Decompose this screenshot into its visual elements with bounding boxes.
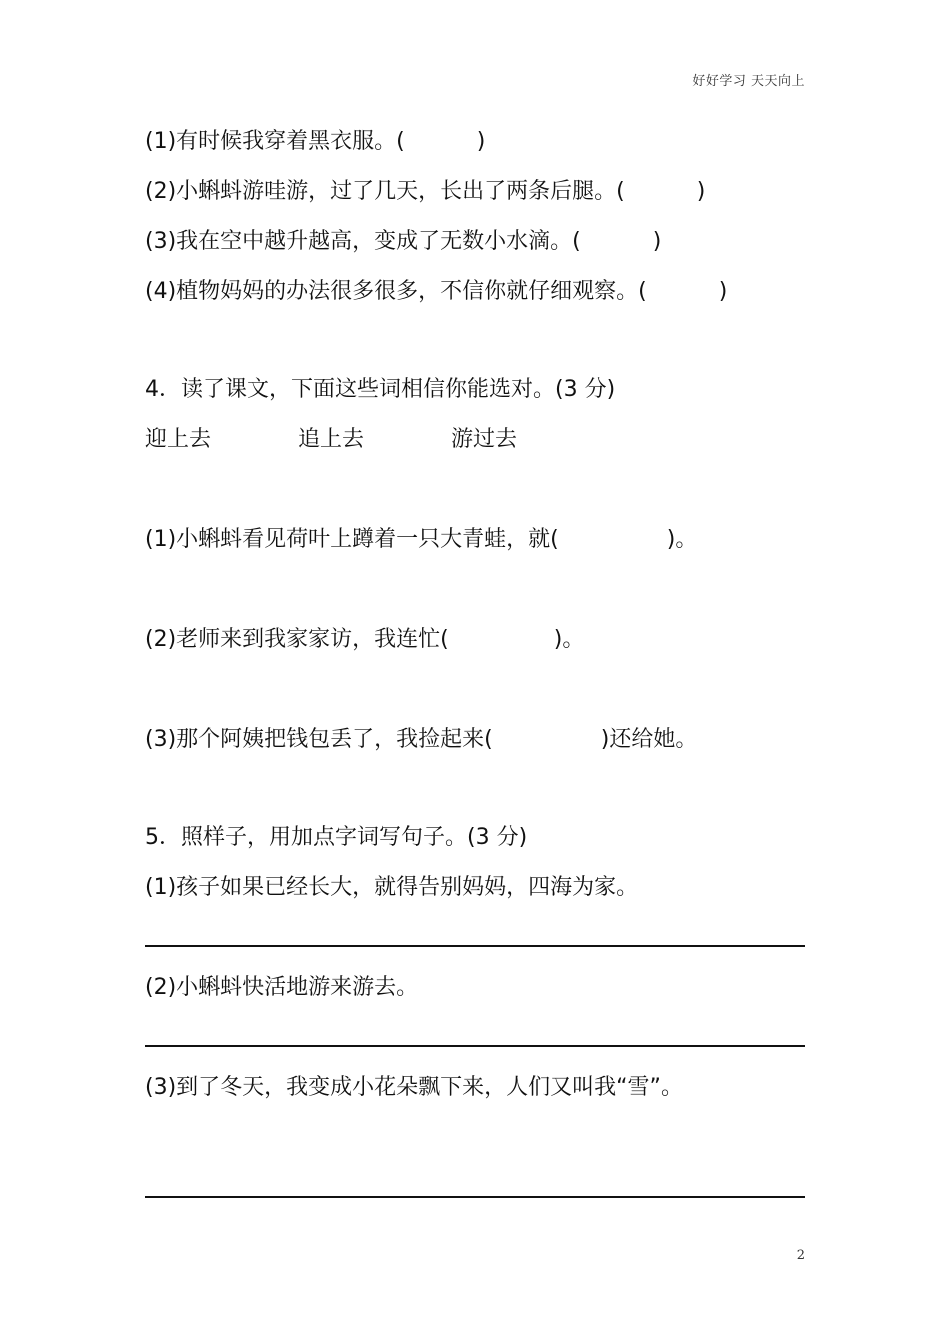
q3-item-1-text: (1)有时候我穿着黑衣服。( bbox=[145, 129, 405, 154]
q4-item-1-close: )。 bbox=[666, 527, 698, 552]
q3-item-3 bbox=[145, 228, 661, 256]
q4-item-2-text: (2)老师来到我家家访，我连忙( bbox=[145, 627, 449, 652]
q4-item-2-close: )。 bbox=[553, 627, 585, 652]
q4-word-2: 追上去 bbox=[298, 427, 365, 452]
q5-answer-line-2[interactable] bbox=[145, 1045, 805, 1047]
q3-item-2-close: ) bbox=[696, 179, 706, 204]
q4-word-1: 迎上去 bbox=[145, 427, 212, 452]
q3-item-4-text: (4)植物妈妈的办法很多很多，不信你就仔细观察。( bbox=[145, 279, 647, 304]
q4-item-3-close: )还给她。 bbox=[600, 727, 698, 752]
q3-item-2-text: (2)小蝌蚪游哇游，过了几天，长出了两条后腿。( bbox=[145, 179, 625, 204]
q3-item-1 bbox=[145, 128, 485, 156]
q5-item-2: (2)小蝌蚪快活地游来游去。 bbox=[145, 975, 419, 1000]
q5-item-3: (3)到了冬天，我变成小花朵飘下来，人们又叫我“雪”。 bbox=[145, 1075, 683, 1100]
q5-answer-line-1[interactable] bbox=[145, 945, 805, 947]
q5-item-1: (1)孩子如果已经长大，就得告别妈妈，四海为家。 bbox=[145, 875, 639, 900]
q3-item-4-close: ) bbox=[718, 279, 728, 304]
q3-item-2 bbox=[145, 178, 705, 206]
q5-title: 5．照样子，用加点字词写句子。(3 分) bbox=[145, 825, 528, 850]
q4-item-1 bbox=[145, 526, 697, 554]
q3-item-3-close: ) bbox=[652, 229, 662, 254]
q3-item-3-text: (3)我在空中越升越高，变成了无数小水滴。( bbox=[145, 229, 581, 254]
page-header: 好好学习 天天向上 bbox=[692, 74, 805, 89]
q4-item-1-text: (1)小蝌蚪看见荷叶上蹲着一只大青蛙，就( bbox=[145, 527, 559, 552]
q5-answer-line-3[interactable] bbox=[145, 1196, 805, 1198]
q3-item-4 bbox=[145, 278, 727, 306]
page-number: 2 bbox=[796, 1248, 805, 1263]
q4-item-3 bbox=[145, 726, 697, 754]
q4-item-2 bbox=[145, 626, 584, 654]
q4-title: 4．读了课文，下面这些词相信你能选对。(3 分) bbox=[145, 377, 616, 402]
q4-word-bank bbox=[145, 426, 517, 454]
q4-word-3: 游过去 bbox=[451, 427, 518, 452]
q3-item-1-close: ) bbox=[476, 129, 486, 154]
q4-item-3-text: (3)那个阿姨把钱包丢了，我捡起来( bbox=[145, 727, 493, 752]
